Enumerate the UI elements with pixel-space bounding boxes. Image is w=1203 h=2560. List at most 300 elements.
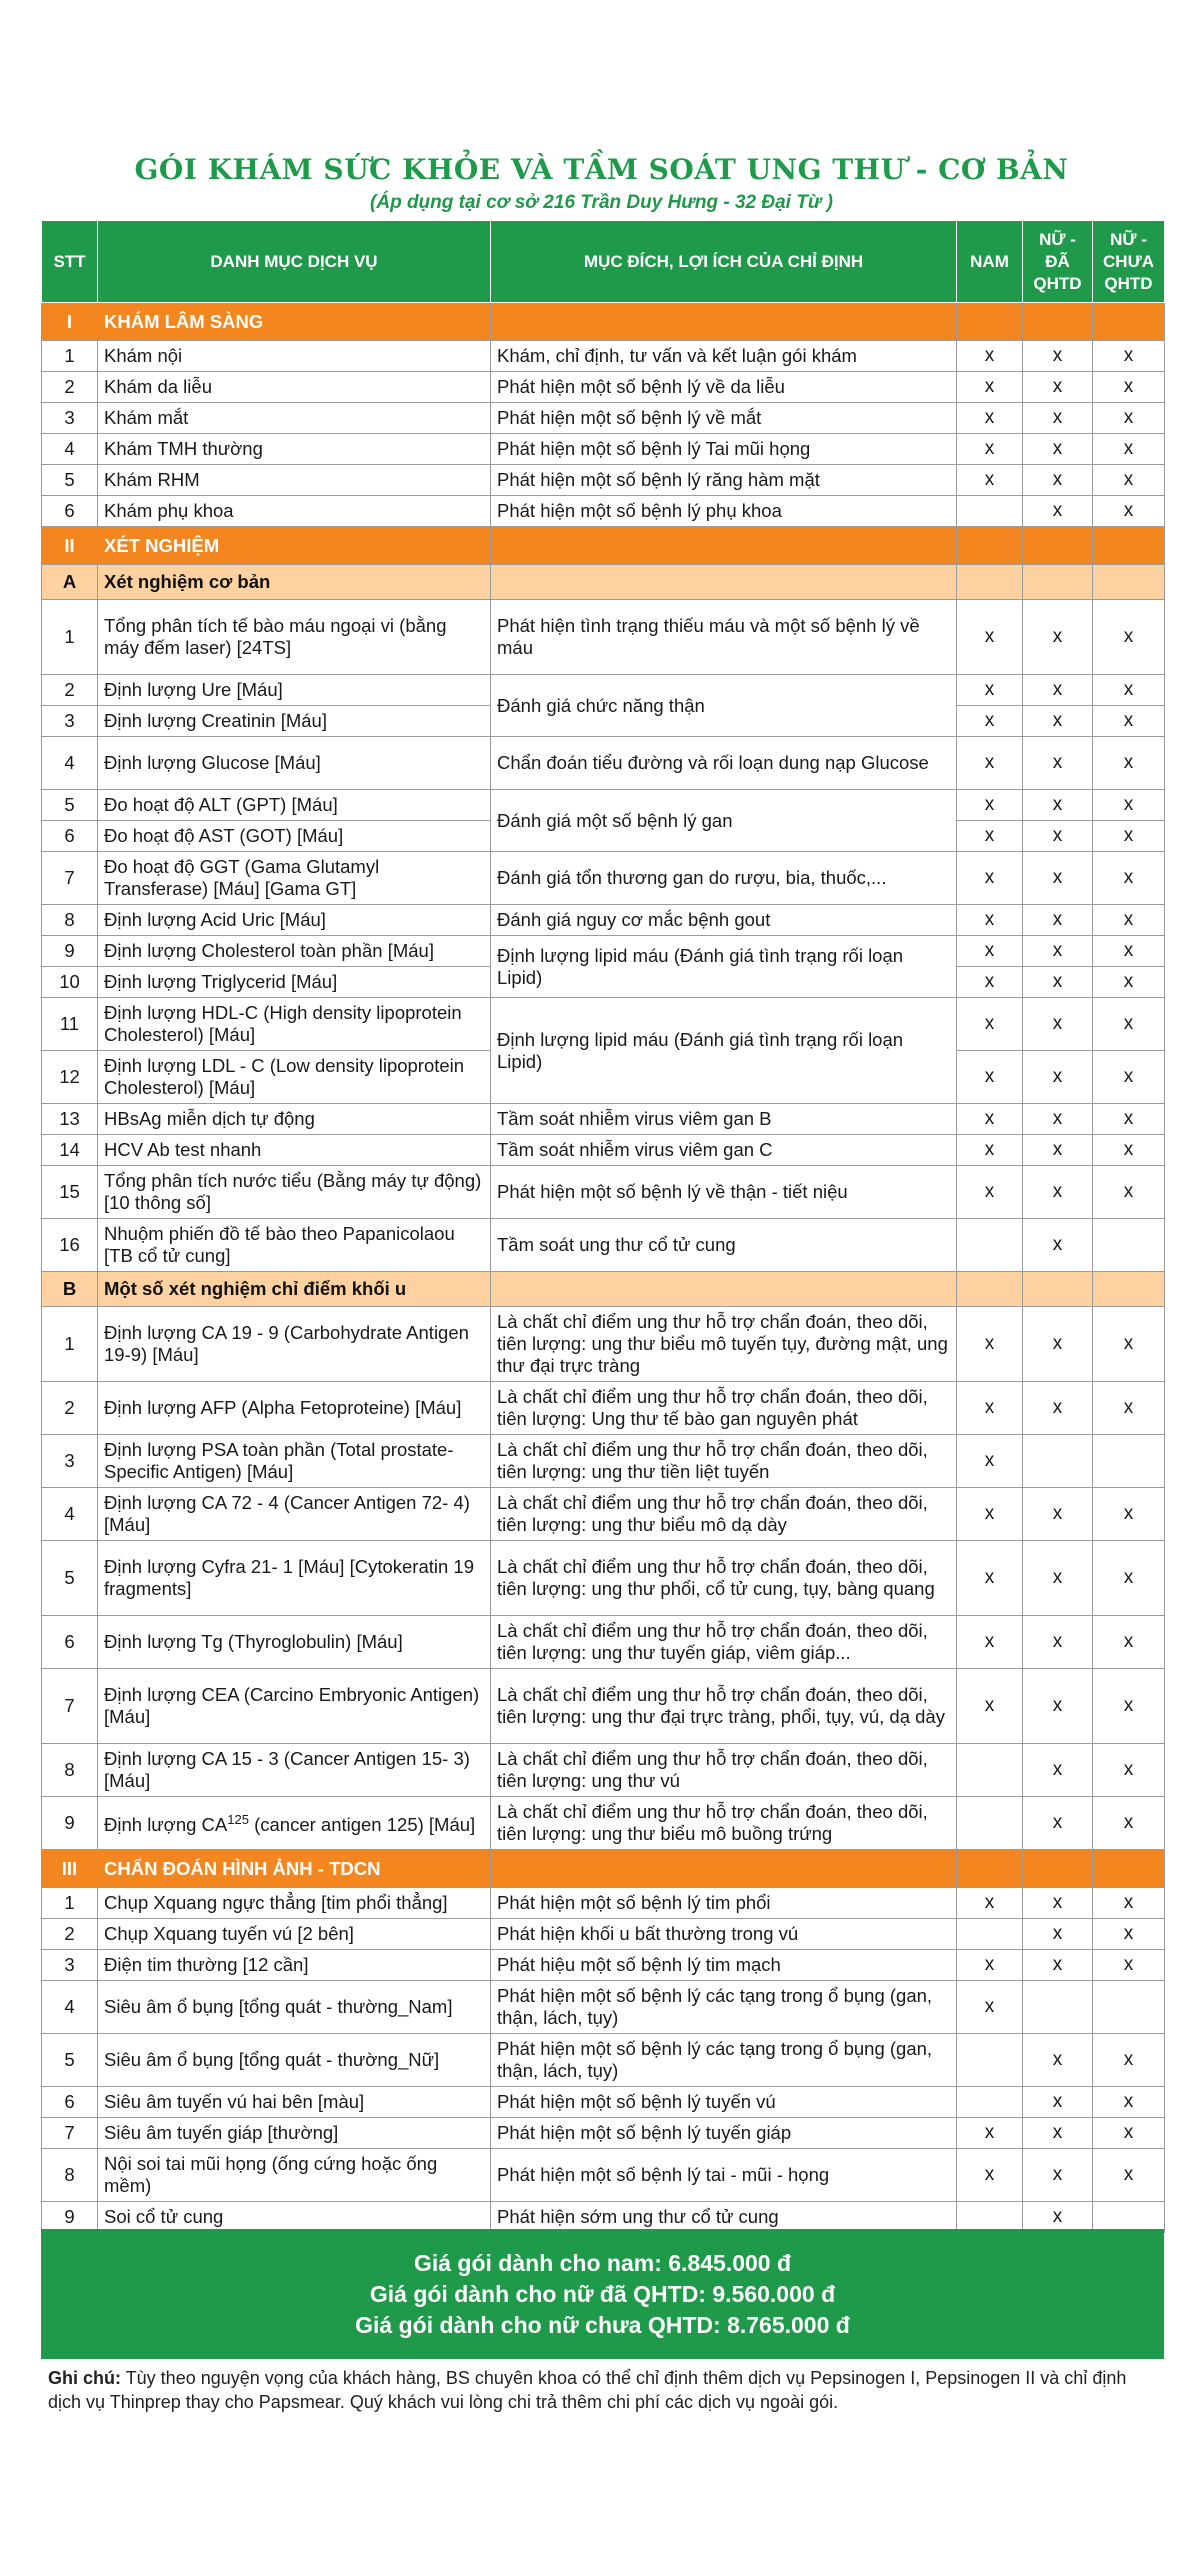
- table-row: [42, 1488, 1165, 1541]
- mark-male: x: [957, 372, 1023, 403]
- row-stt: 2: [42, 1382, 98, 1435]
- mark-female-single: x: [1093, 821, 1165, 852]
- section-header: [42, 1850, 1165, 1888]
- mark-female-married: x: [1023, 2149, 1093, 2202]
- mark-female-married: x: [1023, 1382, 1093, 1435]
- header-female-married: NỮ - ĐÃ QHTD: [1023, 221, 1093, 303]
- row-service: Nội soi tai mũi họng (ống cứng hoặc ống mềm): [98, 2149, 491, 2202]
- mark-male: x: [957, 905, 1023, 936]
- section-title: CHẨN ĐOÁN HÌNH ẢNH - TDCN: [98, 1850, 491, 1888]
- mark-female-single: x: [1093, 2034, 1165, 2087]
- table-row: [42, 790, 1165, 821]
- table-row: [42, 1669, 1165, 1744]
- mark-female-single: x: [1093, 1744, 1165, 1797]
- mark-female-single: x: [1093, 2087, 1165, 2118]
- section-header: [42, 303, 1165, 341]
- mark-female-single: x: [1093, 675, 1165, 706]
- footnote: [48, 2366, 1163, 2414]
- table-row: [42, 675, 1165, 706]
- mark-female-married: x: [1023, 967, 1093, 998]
- table-row: [42, 2087, 1165, 2118]
- row-purpose: Phát hiệu một số bệnh lý tim mạch: [491, 1950, 957, 1981]
- table-row: [42, 341, 1165, 372]
- row-service: Định lượng Ure [Máu]: [98, 675, 491, 706]
- footnote-text: Tùy theo nguyện vọng của khách hàng, BS chuyên khoa có thể chỉ định thêm dịch vụ Pepsinogen I, Pepsinogen II và chỉ định dịch vụ Thinprep thay cho Papsmear. Quý khách vui lòng chi trả thêm chi phí các dịch vụ ngoài gói.: [48, 2368, 1127, 2412]
- row-service: Định lượng CA 15 - 3 (Cancer Antigen 15- 3) [Máu]: [98, 1744, 491, 1797]
- row-stt: 4: [42, 1981, 98, 2034]
- row-service: [98, 1797, 491, 1850]
- mark-female-married: x: [1023, 1888, 1093, 1919]
- mark-female-single: x: [1093, 1166, 1165, 1219]
- row-purpose: Khám, chỉ định, tư vấn và kết luận gói khám: [491, 341, 957, 372]
- row-stt: 7: [42, 1669, 98, 1744]
- row-stt: 9: [42, 2202, 98, 2233]
- row-service: Tổng phân tích tế bào máu ngoại vi (bằng máy đếm laser) [24TS]: [98, 600, 491, 675]
- table-row: [42, 1104, 1165, 1135]
- mark-female-married: x: [1023, 998, 1093, 1051]
- row-purpose: Phát hiện một số bệnh lý về thận - tiết niệu: [491, 1166, 957, 1219]
- mark-female-married: x: [1023, 465, 1093, 496]
- table-row: [42, 1744, 1165, 1797]
- mark-male: x: [957, 1616, 1023, 1669]
- mark-female-single: x: [1093, 905, 1165, 936]
- row-service: Đo hoạt độ ALT (GPT) [Máu]: [98, 790, 491, 821]
- mark-male: x: [957, 1981, 1023, 2034]
- row-service: Định lượng Acid Uric [Máu]: [98, 905, 491, 936]
- row-service: Tổng phân tích nước tiểu (Bằng máy tự động) [10 thông số]: [98, 1166, 491, 1219]
- table-row: [42, 1219, 1165, 1272]
- mark-male: x: [957, 1051, 1023, 1104]
- row-service: Chụp Xquang ngực thẳng [tim phổi thẳng]: [98, 1888, 491, 1919]
- mark-female-married: x: [1023, 1744, 1093, 1797]
- row-purpose: Đánh giá chức năng thận: [491, 675, 957, 737]
- row-service: Định lượng Glucose [Máu]: [98, 737, 491, 790]
- table-row: [42, 2118, 1165, 2149]
- mark-male: x: [957, 1888, 1023, 1919]
- header-female-single: NỮ - CHƯA QHTD: [1093, 221, 1165, 303]
- mark-female-single: x: [1093, 1919, 1165, 1950]
- row-service: HCV Ab test nhanh: [98, 1135, 491, 1166]
- mark-male: x: [957, 2118, 1023, 2149]
- mark-female-married: x: [1023, 905, 1093, 936]
- row-stt: 6: [42, 1616, 98, 1669]
- subsection-title: Một số xét nghiệm chỉ điểm khối u: [98, 1272, 491, 1307]
- mark-female-married: x: [1023, 1797, 1093, 1850]
- row-service: Khám phụ khoa: [98, 496, 491, 527]
- mark-female-married: x: [1023, 1051, 1093, 1104]
- mark-male: x: [957, 1950, 1023, 1981]
- mark-female-married: x: [1023, 1488, 1093, 1541]
- row-stt: 6: [42, 821, 98, 852]
- mark-female-married: x: [1023, 737, 1093, 790]
- mark-female-married: x: [1023, 496, 1093, 527]
- row-purpose: Phát hiện một số bệnh lý phụ khoa: [491, 496, 957, 527]
- mark-male: x: [957, 1135, 1023, 1166]
- table-row: [42, 1797, 1165, 1850]
- row-purpose: Tầm soát nhiễm virus viêm gan C: [491, 1135, 957, 1166]
- row-service: Định lượng PSA toàn phần (Total prostate-Specific Antigen) [Máu]: [98, 1435, 491, 1488]
- mark-female-single: x: [1093, 465, 1165, 496]
- header: [0, 150, 1203, 216]
- mark-female-married: x: [1023, 2034, 1093, 2087]
- price-male: Giá gói dành cho nam: 6.845.000 đ: [413, 2249, 792, 2276]
- row-stt: 6: [42, 496, 98, 527]
- row-service: Định lượng CA 19 - 9 (Carbohydrate Antigen 19-9) [Máu]: [98, 1307, 491, 1382]
- table-row: [42, 998, 1165, 1051]
- mark-male: x: [957, 998, 1023, 1051]
- row-purpose: Phát hiện một số bệnh lý tim phổi: [491, 1888, 957, 1919]
- row-purpose: Phát hiện một số bệnh lý răng hàm mặt: [491, 465, 957, 496]
- mark-female-single: x: [1093, 434, 1165, 465]
- mark-male: x: [957, 790, 1023, 821]
- row-stt: 4: [42, 737, 98, 790]
- mark-female-single: x: [1093, 936, 1165, 967]
- row-stt: 4: [42, 1488, 98, 1541]
- mark-female-married: x: [1023, 2202, 1093, 2233]
- service-text-pre: Định lượng CA: [104, 1814, 228, 1836]
- mark-female-single: x: [1093, 1307, 1165, 1382]
- row-service: Định lượng HDL-C (High density lipoprotein Cholesterol) [Máu]: [98, 998, 491, 1051]
- row-stt: 13: [42, 1104, 98, 1135]
- table-row: [42, 1307, 1165, 1382]
- row-stt: 16: [42, 1219, 98, 1272]
- row-purpose: Là chất chỉ điểm ung thư hỗ trợ chẩn đoán, theo dõi, tiên lượng: ung thư phổi, cổ tử cung, tụy, bàng quang: [491, 1541, 957, 1616]
- mark-female-married: x: [1023, 1135, 1093, 1166]
- row-purpose: Phát hiện một số bệnh lý về mắt: [491, 403, 957, 434]
- row-stt: 9: [42, 1797, 98, 1850]
- row-purpose: Định lượng lipid máu (Đánh giá tình trạng rối loạn Lipid): [491, 936, 957, 998]
- mark-male: x: [957, 1382, 1023, 1435]
- mark-female-single: x: [1093, 600, 1165, 675]
- mark-male: x: [957, 1435, 1023, 1488]
- row-service: Khám da liễu: [98, 372, 491, 403]
- row-service: Định lượng Cyfra 21- 1 [Máu] [Cytokeratin 19 fragments]: [98, 1541, 491, 1616]
- mark-female-married: x: [1023, 1307, 1093, 1382]
- row-stt: 14: [42, 1135, 98, 1166]
- row-stt: 8: [42, 1744, 98, 1797]
- mark-female-single: [1093, 1981, 1165, 2034]
- mark-female-single: [1093, 1219, 1165, 1272]
- mark-male: [957, 1219, 1023, 1272]
- row-purpose: Là chất chỉ điểm ung thư hỗ trợ chẩn đoán, theo dõi, tiên lượng: ung thư tiền liệt tuyến: [491, 1435, 957, 1488]
- row-stt: 3: [42, 1950, 98, 1981]
- mark-female-married: x: [1023, 675, 1093, 706]
- mark-female-single: x: [1093, 2118, 1165, 2149]
- service-text-post: (cancer antigen 125) [Máu]: [248, 1814, 476, 1836]
- row-service: Định lượng Cholesterol toàn phần [Máu]: [98, 936, 491, 967]
- row-stt: 7: [42, 852, 98, 905]
- section-code: I: [42, 303, 98, 341]
- row-purpose: Phát hiện một số bệnh lý các tạng trong ổ bụng (gan, thận, lách, tụy): [491, 2034, 957, 2087]
- table-row: [42, 1919, 1165, 1950]
- row-stt: 1: [42, 1307, 98, 1382]
- table-header-row: [42, 221, 1165, 303]
- table-row: [42, 852, 1165, 905]
- row-stt: 15: [42, 1166, 98, 1219]
- row-service: Khám mắt: [98, 403, 491, 434]
- section-code: II: [42, 527, 98, 565]
- table-row: [42, 2149, 1165, 2202]
- mark-female-married: x: [1023, 936, 1093, 967]
- section-header: [42, 527, 1165, 565]
- row-service: Chụp Xquang tuyến vú [2 bên]: [98, 1919, 491, 1950]
- mark-male: x: [957, 600, 1023, 675]
- mark-male: x: [957, 2149, 1023, 2202]
- row-service: Siêu âm tuyến vú hai bên [màu]: [98, 2087, 491, 2118]
- row-stt: 5: [42, 790, 98, 821]
- price-footer: [41, 2229, 1164, 2359]
- mark-female-married: x: [1023, 821, 1093, 852]
- mark-female-single: x: [1093, 706, 1165, 737]
- mark-female-single: x: [1093, 852, 1165, 905]
- subsection-header: [42, 565, 1165, 600]
- table-row: [42, 465, 1165, 496]
- mark-male: x: [957, 967, 1023, 998]
- mark-female-married: x: [1023, 372, 1093, 403]
- row-service: HBsAg miễn dịch tự động: [98, 1104, 491, 1135]
- mark-female-single: x: [1093, 496, 1165, 527]
- row-stt: 9: [42, 936, 98, 967]
- table-row: [42, 1888, 1165, 1919]
- row-stt: 1: [42, 1888, 98, 1919]
- mark-female-single: x: [1093, 403, 1165, 434]
- section-code: III: [42, 1850, 98, 1888]
- subsection-title: Xét nghiệm cơ bản: [98, 565, 491, 600]
- row-purpose: Là chất chỉ điểm ung thư hỗ trợ chẩn đoán, theo dõi, tiên lượng: ung thư tuyến giáp, viêm giáp...: [491, 1616, 957, 1669]
- mark-female-single: x: [1093, 1950, 1165, 1981]
- row-service: Soi cổ tử cung: [98, 2202, 491, 2233]
- row-service: Định lượng CEA (Carcino Embryonic Antigen) [Máu]: [98, 1669, 491, 1744]
- row-service: Điện tim thường [12 cần]: [98, 1950, 491, 1981]
- row-stt: 5: [42, 465, 98, 496]
- mark-female-single: x: [1093, 1616, 1165, 1669]
- mark-female-single: x: [1093, 1797, 1165, 1850]
- mark-female-single: x: [1093, 1541, 1165, 1616]
- row-purpose: Phát hiện một số bệnh lý tai - mũi - họng: [491, 2149, 957, 2202]
- row-purpose: Phát hiện một số bệnh lý tuyến giáp: [491, 2118, 957, 2149]
- mark-male: [957, 2034, 1023, 2087]
- row-purpose: Phát hiện một số bệnh lý về da liễu: [491, 372, 957, 403]
- mark-female-married: x: [1023, 1669, 1093, 1744]
- subsection-code: A: [42, 565, 98, 600]
- mark-female-married: x: [1023, 1166, 1093, 1219]
- row-service: Định lượng Tg (Thyroglobulin) [Máu]: [98, 1616, 491, 1669]
- mark-male: x: [957, 1104, 1023, 1135]
- row-purpose: Phát hiện một số bệnh lý tuyến vú: [491, 2087, 957, 2118]
- mark-male: x: [957, 403, 1023, 434]
- footnote-label: Ghi chú:: [48, 2368, 121, 2388]
- mark-female-single: x: [1093, 1488, 1165, 1541]
- row-purpose: Là chất chỉ điểm ung thư hỗ trợ chẩn đoán, theo dõi, tiên lượng: ung thư đại trực tràng, phổi, tụy, vú, dạ dày: [491, 1669, 957, 1744]
- row-stt: 3: [42, 1435, 98, 1488]
- table-row: [42, 905, 1165, 936]
- mark-male: x: [957, 434, 1023, 465]
- mark-male: x: [957, 675, 1023, 706]
- row-stt: 4: [42, 434, 98, 465]
- row-purpose: Đánh giá nguy cơ mắc bệnh gout: [491, 905, 957, 936]
- row-purpose: Là chất chỉ điểm ung thư hỗ trợ chẩn đoán, theo dõi, tiên lượng: ung thư biểu mô buồng trứng: [491, 1797, 957, 1850]
- mark-male: [957, 2202, 1023, 2233]
- mark-female-married: x: [1023, 2118, 1093, 2149]
- mark-female-married: [1023, 1435, 1093, 1488]
- mark-female-married: x: [1023, 1104, 1093, 1135]
- row-stt: 2: [42, 675, 98, 706]
- mark-male: [957, 2087, 1023, 2118]
- mark-female-married: x: [1023, 1950, 1093, 1981]
- section-title: KHÁM LÂM SÀNG: [98, 303, 491, 341]
- mark-female-single: x: [1093, 998, 1165, 1051]
- mark-female-single: [1093, 1435, 1165, 1488]
- table-row: [42, 1541, 1165, 1616]
- row-service: Nhuộm phiến đồ tế bào theo Papanicolaou [TB cổ tử cung]: [98, 1219, 491, 1272]
- mark-female-married: [1023, 1981, 1093, 2034]
- mark-female-married: x: [1023, 403, 1093, 434]
- mark-male: [957, 1919, 1023, 1950]
- row-stt: 10: [42, 967, 98, 998]
- price-female-married: Giá gói dành cho nữ đã QHTD: 9.560.000 đ: [369, 2280, 836, 2307]
- row-purpose: Chẩn đoán tiểu đường và rối loạn dung nạp Glucose: [491, 737, 957, 790]
- row-service: Định lượng Creatinin [Máu]: [98, 706, 491, 737]
- mark-male: [957, 496, 1023, 527]
- row-stt: 11: [42, 998, 98, 1051]
- mark-female-married: x: [1023, 706, 1093, 737]
- row-purpose: Là chất chỉ điểm ung thư hỗ trợ chẩn đoán, theo dõi, tiên lượng: ung thư biểu mô dạ dày: [491, 1488, 957, 1541]
- row-purpose: Phát hiện sớm ung thư cổ tử cung: [491, 2202, 957, 2233]
- table-row: [42, 2034, 1165, 2087]
- row-stt: 5: [42, 1541, 98, 1616]
- row-stt: 2: [42, 372, 98, 403]
- table-row: [42, 2202, 1165, 2233]
- row-stt: 5: [42, 2034, 98, 2087]
- row-purpose: Đánh giá một số bệnh lý gan: [491, 790, 957, 852]
- mark-male: x: [957, 1166, 1023, 1219]
- table-row: [42, 1616, 1165, 1669]
- mark-male: [957, 1797, 1023, 1850]
- mark-male: x: [957, 706, 1023, 737]
- mark-female-single: [1093, 2202, 1165, 2233]
- row-purpose: Tầm soát nhiễm virus viêm gan B: [491, 1104, 957, 1135]
- mark-female-single: x: [1093, 341, 1165, 372]
- row-stt: 1: [42, 341, 98, 372]
- mark-female-single: x: [1093, 1104, 1165, 1135]
- mark-male: [957, 1744, 1023, 1797]
- table-row: [42, 1382, 1165, 1435]
- header-stt: STT: [42, 221, 98, 303]
- mark-male: x: [957, 852, 1023, 905]
- mark-male: x: [957, 936, 1023, 967]
- mark-female-married: x: [1023, 2087, 1093, 2118]
- row-purpose: Đánh giá tổn thương gan do rượu, bia, thuốc,...: [491, 852, 957, 905]
- service-table: [41, 220, 1165, 2233]
- mark-male: x: [957, 465, 1023, 496]
- mark-female-married: x: [1023, 1541, 1093, 1616]
- table-row: [42, 1166, 1165, 1219]
- row-stt: 8: [42, 2149, 98, 2202]
- row-service: Định lượng LDL - C (Low density lipoprotein Cholesterol) [Máu]: [98, 1051, 491, 1104]
- table-row: [42, 1950, 1165, 1981]
- mark-female-single: x: [1093, 372, 1165, 403]
- mark-female-married: x: [1023, 341, 1093, 372]
- table-row: [42, 1435, 1165, 1488]
- mark-female-single: x: [1093, 790, 1165, 821]
- subsection-header: [42, 1272, 1165, 1307]
- mark-female-single: x: [1093, 1888, 1165, 1919]
- row-purpose: Tầm soát ung thư cổ tử cung: [491, 1219, 957, 1272]
- row-purpose: Là chất chỉ điểm ung thư hỗ trợ chẩn đoán, theo dõi, tiên lượng: ung thư biểu mô tuyến tụy, đường mật, ung thư đại trực tràng: [491, 1307, 957, 1382]
- row-service: Định lượng AFP (Alpha Fetoproteine) [Máu]: [98, 1382, 491, 1435]
- row-stt: 12: [42, 1051, 98, 1104]
- section-title: XÉT NGHIỆM: [98, 527, 491, 565]
- mark-female-single: x: [1093, 737, 1165, 790]
- row-purpose: Phát hiện khối u bất thường trong vú: [491, 1919, 957, 1950]
- service-text-sup: 125: [227, 1812, 249, 1828]
- row-service: Khám RHM: [98, 465, 491, 496]
- mark-male: x: [957, 1669, 1023, 1744]
- page-subtitle: (Áp dụng tại cơ sở 216 Trần Duy Hưng - 32 Đại Từ ): [370, 192, 833, 213]
- header-service: DANH MỤC DỊCH VỤ: [98, 221, 491, 303]
- mark-female-single: x: [1093, 967, 1165, 998]
- table-row: [42, 1981, 1165, 2034]
- mark-male: x: [957, 1541, 1023, 1616]
- mark-female-married: x: [1023, 1919, 1093, 1950]
- mark-female-married: x: [1023, 1219, 1093, 1272]
- mark-female-married: x: [1023, 1616, 1093, 1669]
- mark-male: x: [957, 821, 1023, 852]
- mark-male: x: [957, 341, 1023, 372]
- table-row: [42, 496, 1165, 527]
- mark-female-married: x: [1023, 852, 1093, 905]
- table-row: [42, 403, 1165, 434]
- row-service: Đo hoạt độ GGT (Gama Glutamyl Transferase) [Máu] [Gama GT]: [98, 852, 491, 905]
- table-row: [42, 1135, 1165, 1166]
- row-service: Đo hoạt độ AST (GOT) [Máu]: [98, 821, 491, 852]
- row-stt: 1: [42, 600, 98, 675]
- row-service: Khám nội: [98, 341, 491, 372]
- table-row: [42, 434, 1165, 465]
- row-purpose: Phát hiện một số bệnh lý Tai mũi họng: [491, 434, 957, 465]
- table-row: [42, 737, 1165, 790]
- row-stt: 8: [42, 905, 98, 936]
- table-row: [42, 372, 1165, 403]
- mark-female-married: x: [1023, 434, 1093, 465]
- subsection-code: B: [42, 1272, 98, 1307]
- row-stt: 6: [42, 2087, 98, 2118]
- row-stt: 7: [42, 2118, 98, 2149]
- mark-male: x: [957, 1488, 1023, 1541]
- header-purpose: MỤC ĐÍCH, LỢI ÍCH CỦA CHỈ ĐỊNH: [491, 221, 957, 303]
- row-stt: 3: [42, 403, 98, 434]
- row-stt: 3: [42, 706, 98, 737]
- row-service: Khám TMH thường: [98, 434, 491, 465]
- row-purpose: Định lượng lipid máu (Đánh giá tình trạng rối loạn Lipid): [491, 998, 957, 1104]
- mark-female-single: x: [1093, 1382, 1165, 1435]
- mark-male: x: [957, 1307, 1023, 1382]
- row-service: Siêu âm ổ bụng [tổng quát - thường_Nữ]: [98, 2034, 491, 2087]
- row-service: Định lượng CA 72 - 4 (Cancer Antigen 72- 4) [Máu]: [98, 1488, 491, 1541]
- mark-female-single: x: [1093, 1669, 1165, 1744]
- mark-female-single: x: [1093, 1051, 1165, 1104]
- row-service: Siêu âm tuyến giáp [thường]: [98, 2118, 491, 2149]
- mark-female-married: x: [1023, 790, 1093, 821]
- mark-female-single: x: [1093, 2149, 1165, 2202]
- row-purpose: Là chất chỉ điểm ung thư hỗ trợ chẩn đoán, theo dõi, tiên lượng: Ung thư tế bào gan nguyên phát: [491, 1382, 957, 1435]
- page-title: GÓI KHÁM SỨC KHỎE VÀ TẦM SOÁT UNG THƯ - CƠ BẢN: [134, 153, 1069, 186]
- row-service: Định lượng Triglycerid [Máu]: [98, 967, 491, 998]
- price-female-single: Giá gói dành cho nữ chưa QHTD: 8.765.000 đ: [355, 2311, 850, 2338]
- mark-female-single: x: [1093, 1135, 1165, 1166]
- mark-female-married: x: [1023, 600, 1093, 675]
- header-male: NAM: [957, 221, 1023, 303]
